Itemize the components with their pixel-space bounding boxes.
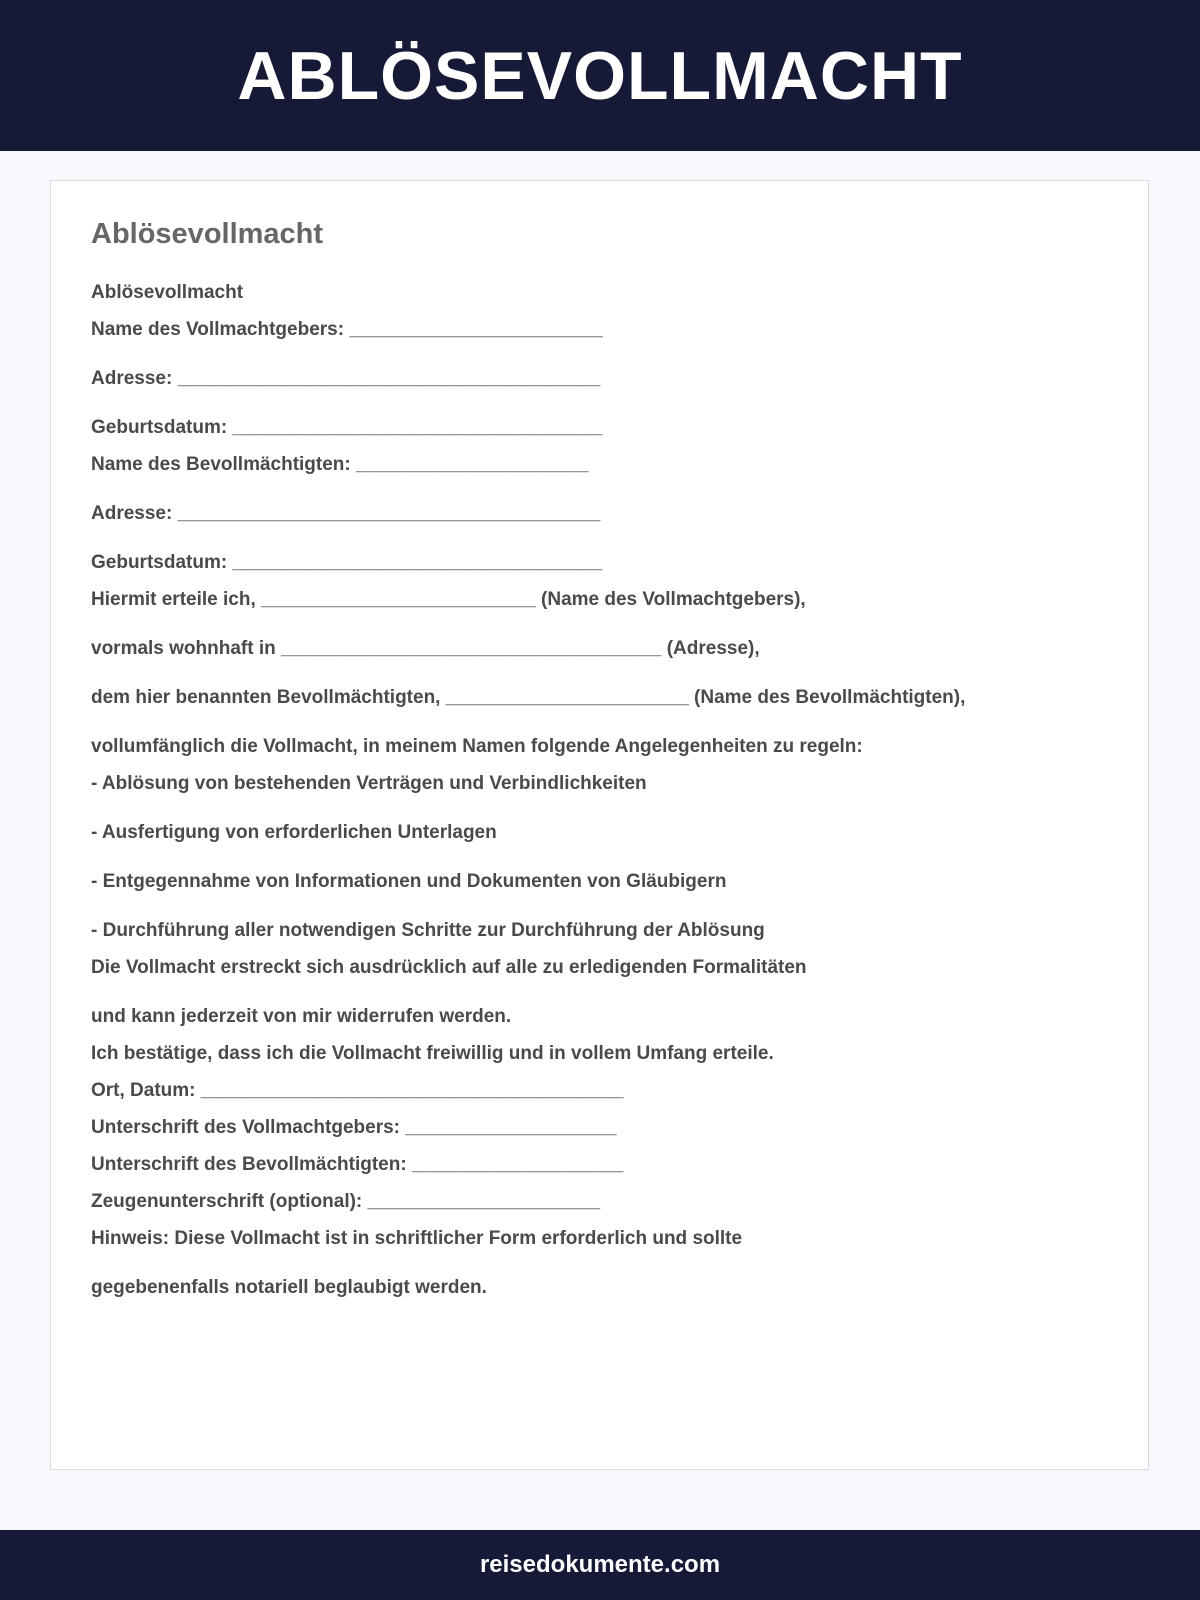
page-header	[0, 0, 1200, 151]
attorney-address-field: Adresse: ________________________________________	[91, 503, 601, 524]
confirmation-statement: Ich bestätige, dass ich die Vollmacht freiwillig und in vollem Umfang erteile.	[91, 1043, 774, 1064]
notice-line-2: gegebenenfalls notariell beglaubigt werden.	[91, 1277, 487, 1298]
grant-statement-line-1: Hiermit erteile ich, __________________________ (Name des Vollmachtgebers),	[91, 589, 806, 610]
matter-item-3: - Entgegennahme von Informationen und Dokumenten von Gläubigern	[91, 871, 727, 892]
grantor-address-field: Adresse: ________________________________________	[91, 368, 601, 389]
footer-site-name: reisedokumente.com	[479, 1551, 721, 1578]
matter-item-1: - Ablösung von bestehenden Verträgen und Verbindlichkeiten	[91, 773, 647, 794]
matter-item-2: - Ausfertigung von erforderlichen Unterlagen	[91, 822, 497, 843]
grantor-name-field: Name des Vollmachtgebers: ________________________	[91, 319, 603, 340]
notice-line-1: Hinweis: Diese Vollmacht ist in schriftlicher Form erforderlich und sollte	[91, 1228, 743, 1249]
grant-statement-line-3: dem hier benannten Bevollmächtigten, _______________________ (Name des Bevollmächtigten),	[91, 687, 966, 708]
page-footer	[0, 1530, 1200, 1600]
witness-signature-field: Zeugenunterschrift (optional): ______________________	[91, 1191, 601, 1212]
page-title: ABLÖSEVOLLMACHT	[237, 37, 963, 114]
document-line-title: Ablösevollmacht	[91, 282, 244, 303]
attorney-name-field: Name des Bevollmächtigten: ______________________	[91, 454, 589, 475]
grant-statement-line-2: vormals wohnhaft in ____________________________________ (Adresse),	[91, 638, 760, 659]
grantor-birthdate-field: Geburtsdatum: ___________________________________	[91, 417, 603, 438]
document-heading: Ablösevollmacht	[91, 218, 324, 250]
attorney-signature-field: Unterschrift des Bevollmächtigten: ____________________	[91, 1154, 624, 1175]
matter-item-4: - Durchführung aller notwendigen Schritte zur Durchführung der Ablösung	[91, 920, 765, 941]
scope-statement-line-1: Die Vollmacht erstreckt sich ausdrücklich auf alle zu erledigenden Formalitäten	[91, 957, 807, 978]
grant-statement-line-4: vollumfänglich die Vollmacht, in meinem Namen folgende Angelegenheiten zu regeln:	[91, 736, 863, 757]
grantor-signature-field: Unterschrift des Vollmachtgebers: ____________________	[91, 1117, 617, 1138]
scope-statement-line-2: und kann jederzeit von mir widerrufen werden.	[91, 1006, 512, 1027]
place-date-field: Ort, Datum: ________________________________________	[91, 1080, 624, 1101]
document-card	[50, 180, 1149, 1470]
attorney-birthdate-field: Geburtsdatum: ___________________________________	[91, 552, 603, 573]
